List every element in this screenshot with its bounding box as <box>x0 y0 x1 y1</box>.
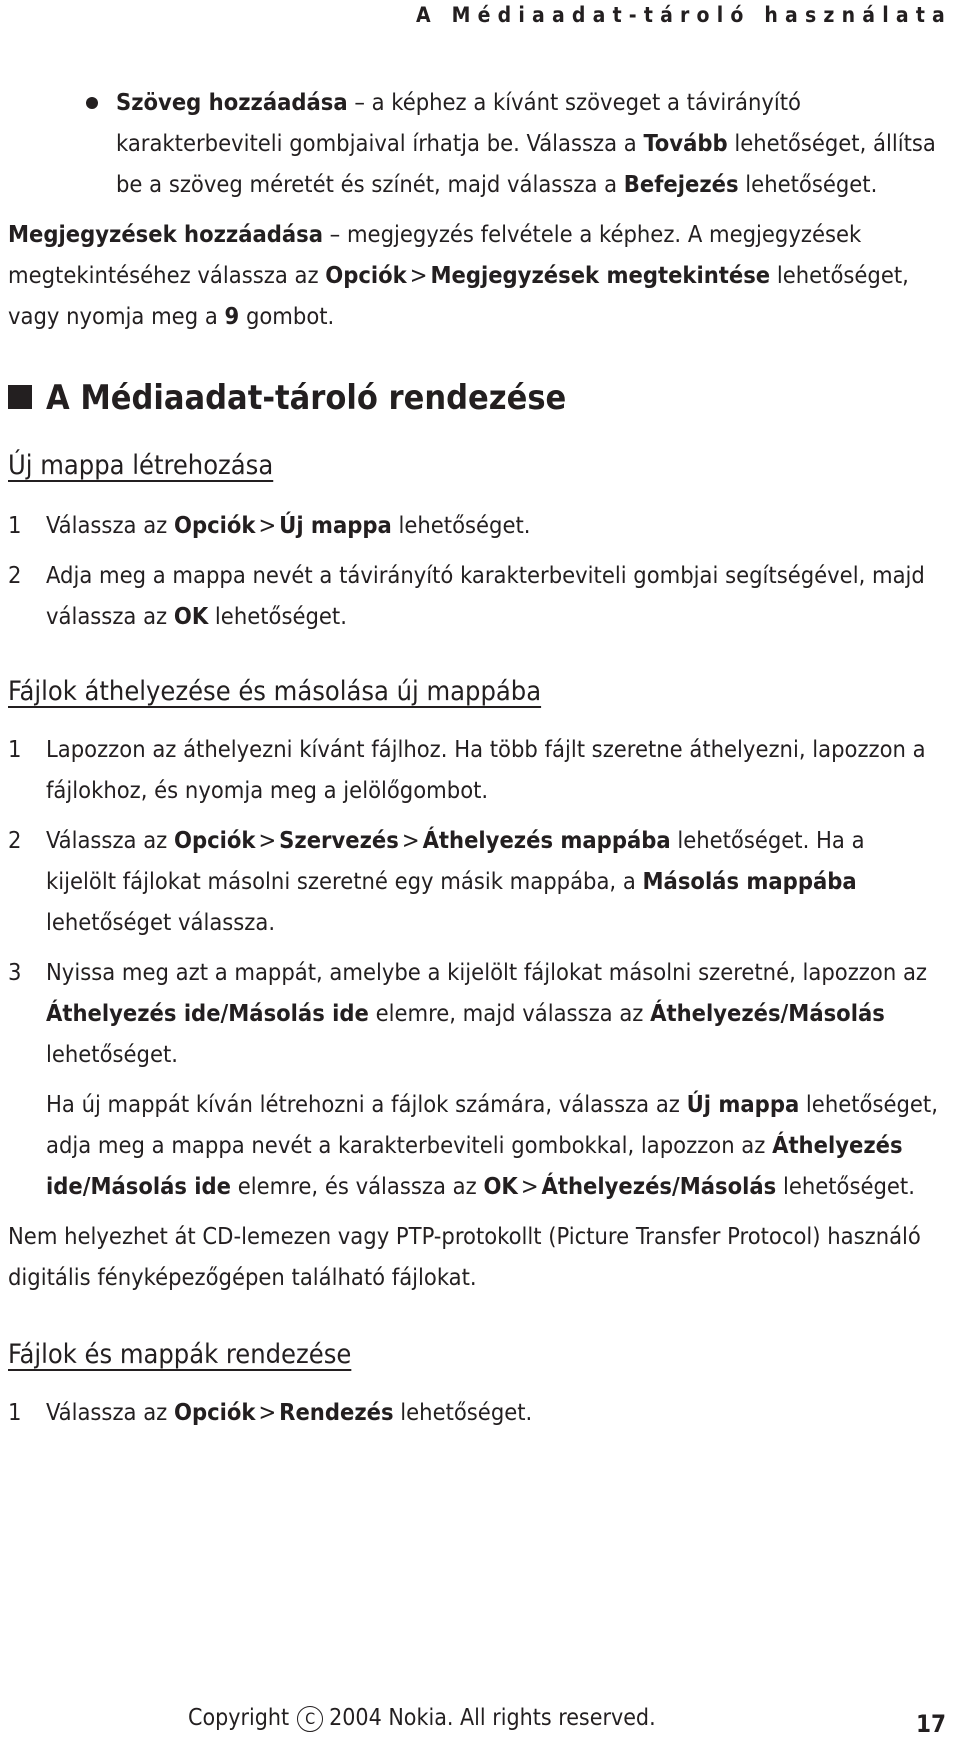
section-title-text: A Médiaadat-tároló rendezése <box>46 378 567 418</box>
subheading-organize: Fájlok és mappák rendezése <box>8 1339 352 1370</box>
option-move-to-folder: Áthelyezés mappába <box>422 826 671 854</box>
step-item <box>8 820 938 943</box>
step-text <box>46 1084 938 1207</box>
step-text <box>46 1392 938 1433</box>
menu-separator: > <box>258 511 277 539</box>
text-bullet-paragraph <box>116 82 938 205</box>
text-fragment: – megjegyzés felvétele a képhez. A megjegyzések megtekintéséhez válassza az <box>8 220 862 289</box>
text-fragment: Nyissa meg azt a mappát, amelybe a kijelölt fájlokat másolni szeretné, lapozzon az <box>46 958 927 986</box>
step-number: 1 <box>8 511 22 539</box>
text-fragment: elemre, és válassza az <box>231 1172 484 1200</box>
term-add-notes: Megjegyzések hozzáadása <box>8 220 323 248</box>
text-fragment: lehetőséget válassza. <box>46 908 276 936</box>
option-move-copy-here: Áthelyezés ide/Másolás ide <box>46 1131 903 1200</box>
step-number: 1 <box>8 735 22 763</box>
text-fragment: Válassza az <box>46 1398 174 1426</box>
text-fragment: lehetőséget. <box>738 170 878 198</box>
term-add-text: Szöveg hozzáadása <box>116 88 348 116</box>
key-9: 9 <box>224 302 240 330</box>
option-view-notes: Megjegyzések megtekintése <box>430 261 771 289</box>
text-fragment: lehetőséget. <box>393 1398 533 1426</box>
running-header: A Médiaadat-tároló használata <box>416 3 952 27</box>
text-fragment: – a képhez a kívánt szöveget a távirányító karakterbeviteli gombjaival írhatja be. Válassza a <box>116 88 801 157</box>
menu-separator: > <box>258 826 277 854</box>
option-options: Opciók <box>325 261 407 289</box>
step-number: 3 <box>8 958 22 986</box>
step-text <box>46 952 938 1075</box>
copyright-icon: C <box>297 1706 323 1732</box>
option-sort: Rendezés <box>279 1398 394 1426</box>
text-fragment: lehetőséget, állítsa be a szöveg méretét és színét, majd válassza a <box>116 129 936 198</box>
text-fragment: lehetőséget. <box>208 602 347 630</box>
text-fragment: lehetőséget. Ha a kijelölt fájlokat másolni szeretné egy másik mappába, a <box>46 826 865 895</box>
page-content <box>8 82 938 1433</box>
option-next: Tovább <box>643 129 728 157</box>
bullet-icon <box>86 97 98 109</box>
text-fragment: Ha új mappát kíván létrehozni a fájlok számára, válassza az <box>46 1090 687 1118</box>
option-options: Opciók <box>173 511 256 539</box>
text-fragment: Adja meg a mappa nevét a távirányító karakterbeviteli gombjai segítségével, majd válassza az <box>46 561 925 630</box>
text-fragment: Válassza az <box>46 826 174 854</box>
step-number: 2 <box>8 561 22 589</box>
menu-separator: > <box>409 261 428 289</box>
page-number: 17 <box>915 1710 946 1738</box>
option-move-copy-here: Áthelyezés ide/Másolás ide <box>46 999 369 1027</box>
text-fragment: Válassza az <box>46 511 174 539</box>
text-fragment: lehetőséget. <box>391 511 531 539</box>
copyright-label: Copyright <box>188 1705 290 1731</box>
option-move-copy: Áthelyezés/Másolás <box>541 1172 777 1200</box>
copyright-footer <box>188 1698 656 1738</box>
option-ok: OK <box>483 1172 518 1200</box>
text-fragment: lehetőséget. <box>776 1172 915 1200</box>
text-fragment: elemre, majd válassza az <box>368 999 651 1027</box>
option-options: Opciók <box>173 826 256 854</box>
menu-separator: > <box>520 1172 539 1200</box>
step-text <box>46 505 938 546</box>
option-new-folder: Új mappa <box>279 511 392 539</box>
notes-paragraph <box>8 214 938 337</box>
copyright-text: 2004 Nokia. All rights reserved. <box>329 1705 656 1731</box>
option-copy-to-folder: Másolás mappába <box>642 867 857 895</box>
step-text <box>46 555 938 637</box>
text-fragment: lehetőséget, adja meg a mappa nevét a karakterbeviteli gombokkal, lapozzon az <box>46 1090 938 1159</box>
option-move-copy: Áthelyezés/Másolás <box>650 999 885 1027</box>
step-item <box>8 729 938 811</box>
note-paragraph: Nem helyezhet át CD-lemezen vagy PTP-protokollt (Picture Transfer Protocol) használó digitális fényképezőgépen található fájlokat. <box>8 1222 921 1291</box>
text-fragment: lehetőséget, vagy nyomja meg a <box>8 261 909 330</box>
text-fragment: lehetőséget. <box>46 1040 178 1068</box>
step-item <box>8 555 938 637</box>
step-item <box>8 952 938 1075</box>
menu-separator: > <box>258 1398 277 1426</box>
option-ok: OK <box>173 602 209 630</box>
option-finish: Befejezés <box>623 170 739 198</box>
text-bullet-item <box>8 82 938 205</box>
step-item <box>8 1392 938 1433</box>
step-number: 2 <box>8 826 22 854</box>
section-title <box>8 375 938 421</box>
step-continuation <box>8 1084 938 1207</box>
step-text <box>46 820 938 943</box>
subheading-new-folder: Új mappa létrehozása <box>8 450 274 481</box>
text-fragment: gombot. <box>239 302 335 330</box>
section-square-icon <box>8 385 32 409</box>
step-item <box>8 505 938 546</box>
option-options: Opciók <box>173 1398 256 1426</box>
step-number: 1 <box>8 1398 22 1426</box>
step-text: Lapozzon az áthelyezni kívánt fájlhoz. Ha több fájlt szeretne áthelyezni, lapozzon a fájlokhoz, és nyomja meg a jelölőgombot. <box>46 735 926 804</box>
subheading-move-copy: Fájlok áthelyezése és másolása új mappába <box>8 676 542 707</box>
option-organize: Szervezés <box>279 826 399 854</box>
option-new-folder: Új mappa <box>686 1090 800 1118</box>
menu-separator: > <box>401 826 420 854</box>
